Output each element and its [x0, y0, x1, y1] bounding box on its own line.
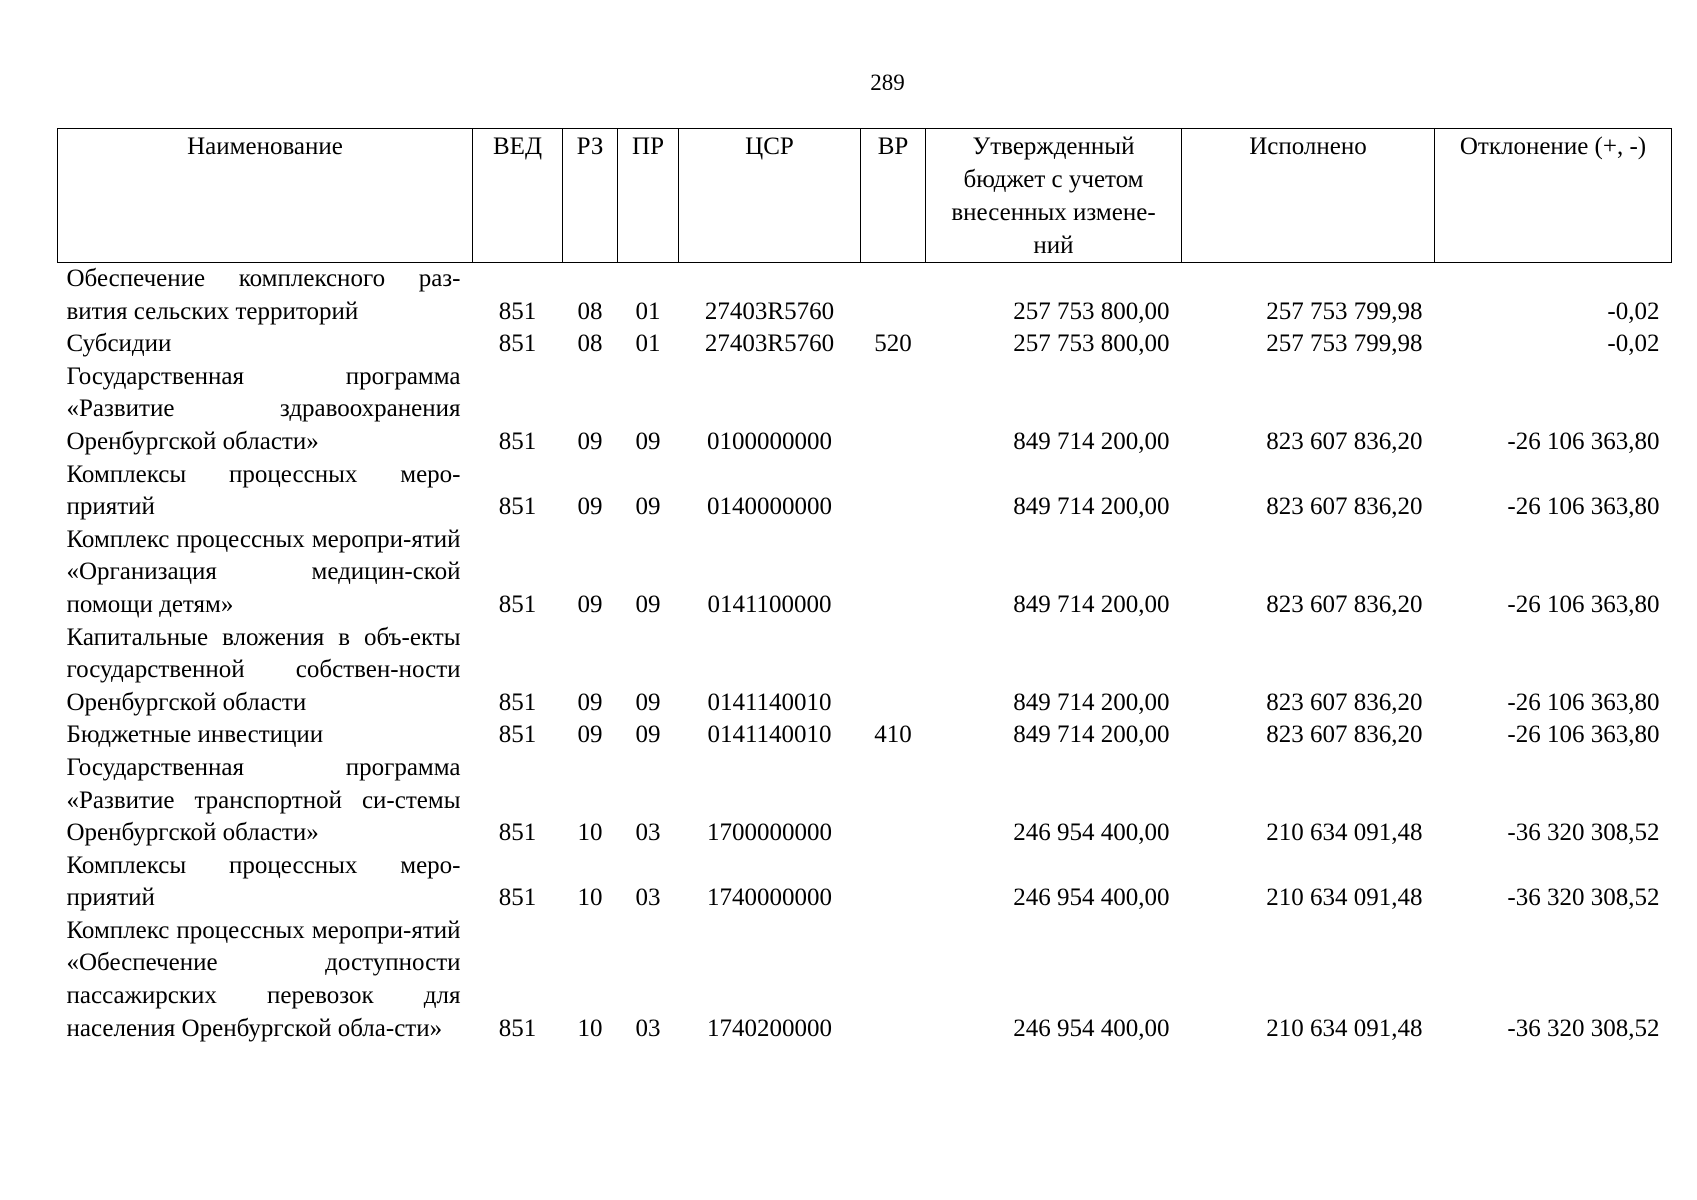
row-deviation: -36 320 308,52 — [1507, 819, 1660, 847]
row-approved-budget: 849 714 200,00 — [1013, 493, 1170, 521]
row-deviation: -0,02 — [1607, 297, 1660, 325]
row-ved: 851 — [498, 721, 537, 749]
row-ved: 851 — [498, 590, 537, 618]
row-ved: 851 — [498, 493, 537, 521]
row-approved-budget: 257 753 800,00 — [1013, 330, 1170, 358]
row-approved-budget: 246 954 400,00 — [1013, 884, 1170, 912]
table-row — [58, 328, 1672, 361]
row-rz: 08 — [577, 330, 603, 358]
row-approved-budget: 246 954 400,00 — [1013, 1014, 1170, 1042]
row-deviation: -0,02 — [1607, 330, 1660, 358]
row-csr: 0141100000 — [707, 590, 832, 618]
row-vr: 410 — [874, 721, 912, 749]
row-deviation: -36 320 308,52 — [1507, 884, 1660, 912]
table-row — [58, 622, 1672, 720]
row-approved-budget: 849 714 200,00 — [1013, 721, 1170, 749]
row-pr: 09 — [635, 590, 661, 618]
row-csr: 1700000000 — [707, 819, 832, 847]
row-pr: 01 — [635, 297, 661, 325]
row-ved: 851 — [498, 884, 537, 912]
row-ved: 851 — [498, 1014, 537, 1042]
row-name: Комплекс процессных меропри-ятий «Организация медицин-ской помощи детям» — [66, 525, 461, 618]
row-name: Государственная программа «Развитие транспортной си-стемы Оренбургской области» — [66, 753, 461, 847]
row-csr: 27403R5760 — [704, 330, 835, 358]
table-header — [58, 129, 1672, 263]
row-ved: 851 — [498, 427, 537, 455]
row-approved-budget: 849 714 200,00 — [1013, 590, 1170, 618]
table-row — [58, 850, 1672, 915]
row-rz: 09 — [577, 688, 603, 716]
row-pr: 03 — [635, 884, 661, 912]
row-pr: 09 — [635, 427, 661, 455]
row-pr: 09 — [635, 493, 661, 521]
row-executed: 823 607 836,20 — [1266, 493, 1423, 521]
row-vr — [861, 622, 926, 720]
row-name: Государственная программа «Развитие здравоохранения Оренбургской области» — [66, 362, 461, 455]
row-name: Капитальные вложения в объ-екты государственной собствен-ности Оренбургской области — [66, 623, 461, 716]
row-vr — [861, 850, 926, 915]
row-deviation: -26 106 363,80 — [1507, 427, 1660, 455]
row-csr: 27403R5760 — [704, 297, 835, 325]
row-pr: 03 — [635, 1014, 661, 1042]
row-name: Комплекс процессных меропри-ятий «Обеспечение доступности пассажирских перевозок для населения Оренбургской обла-сти» — [66, 916, 461, 1042]
row-rz: 09 — [577, 493, 603, 521]
row-executed: 257 753 799,98 — [1266, 297, 1423, 325]
row-pr: 03 — [635, 819, 661, 847]
row-executed: 210 634 091,48 — [1266, 1014, 1423, 1042]
row-rz: 09 — [577, 721, 603, 749]
row-csr: 0141140010 — [707, 688, 832, 716]
row-deviation: -26 106 363,80 — [1507, 721, 1660, 749]
row-deviation: -26 106 363,80 — [1507, 493, 1660, 521]
table-row — [58, 459, 1672, 524]
row-deviation: -36 320 308,52 — [1507, 1014, 1660, 1042]
row-name: Субсидии — [66, 330, 172, 358]
table-body — [58, 263, 1672, 1046]
header-csr: ЦСР — [679, 129, 861, 263]
table-row — [58, 524, 1672, 622]
row-vr — [861, 524, 926, 622]
table-row — [58, 719, 1672, 752]
row-name: Комплексы процессных меро-приятий — [66, 851, 461, 912]
row-rz: 10 — [577, 819, 603, 847]
row-ved: 851 — [498, 297, 537, 325]
row-pr: 01 — [635, 330, 661, 358]
table-row — [58, 752, 1672, 850]
row-rz: 09 — [577, 590, 603, 618]
row-ved: 851 — [498, 688, 537, 716]
header-executed: Исполнено — [1182, 129, 1435, 263]
row-pr: 09 — [635, 688, 661, 716]
row-csr: 0141140010 — [707, 721, 832, 749]
table-row — [58, 915, 1672, 1045]
row-executed: 257 753 799,98 — [1266, 330, 1423, 358]
row-csr: 0140000000 — [707, 493, 832, 521]
header-rz: РЗ — [563, 129, 618, 263]
row-deviation: -26 106 363,80 — [1507, 688, 1660, 716]
budget-table — [57, 128, 1672, 1045]
row-executed: 210 634 091,48 — [1266, 884, 1423, 912]
row-deviation: -26 106 363,80 — [1507, 590, 1660, 618]
row-csr: 1740000000 — [707, 884, 832, 912]
row-approved-budget: 257 753 800,00 — [1013, 297, 1170, 325]
row-pr: 09 — [635, 721, 661, 749]
row-executed: 823 607 836,20 — [1266, 721, 1423, 749]
row-ved: 851 — [498, 330, 537, 358]
row-csr: 0100000000 — [707, 427, 832, 455]
row-csr: 1740200000 — [707, 1014, 832, 1042]
row-rz: 10 — [577, 884, 603, 912]
row-vr: 520 — [874, 330, 912, 358]
row-vr — [861, 361, 926, 459]
row-rz: 10 — [577, 1014, 603, 1042]
row-approved-budget: 849 714 200,00 — [1013, 688, 1170, 716]
table-row — [58, 361, 1672, 459]
row-rz: 08 — [577, 297, 603, 325]
row-vr — [861, 752, 926, 850]
row-executed: 823 607 836,20 — [1266, 688, 1423, 716]
header-pr: ПР — [618, 129, 679, 263]
header-deviation: Отклонение (+, -) — [1435, 129, 1672, 263]
header-name: Наименование — [58, 129, 473, 263]
row-vr — [861, 915, 926, 1045]
row-vr — [861, 263, 926, 329]
row-executed: 823 607 836,20 — [1266, 427, 1423, 455]
row-rz: 09 — [577, 427, 603, 455]
header-vr: ВР — [861, 129, 926, 263]
row-executed: 210 634 091,48 — [1266, 819, 1423, 847]
row-name: Бюджетные инвестиции — [66, 721, 324, 749]
header-approved-budget: Утвержденный бюджет с учетом внесенных измене-ний — [926, 129, 1182, 263]
row-name: Комплексы процессных меро-приятий — [66, 460, 461, 521]
table-row — [58, 263, 1672, 329]
row-executed: 823 607 836,20 — [1266, 590, 1423, 618]
row-approved-budget: 246 954 400,00 — [1013, 819, 1170, 847]
row-vr — [861, 459, 926, 524]
page-number: 289 — [870, 70, 905, 95]
row-name: Обеспечение комплексного раз-вития сельских территорий — [66, 265, 461, 325]
header-ved: ВЕД — [473, 129, 563, 263]
row-ved: 851 — [498, 819, 537, 847]
row-approved-budget: 849 714 200,00 — [1013, 427, 1170, 455]
